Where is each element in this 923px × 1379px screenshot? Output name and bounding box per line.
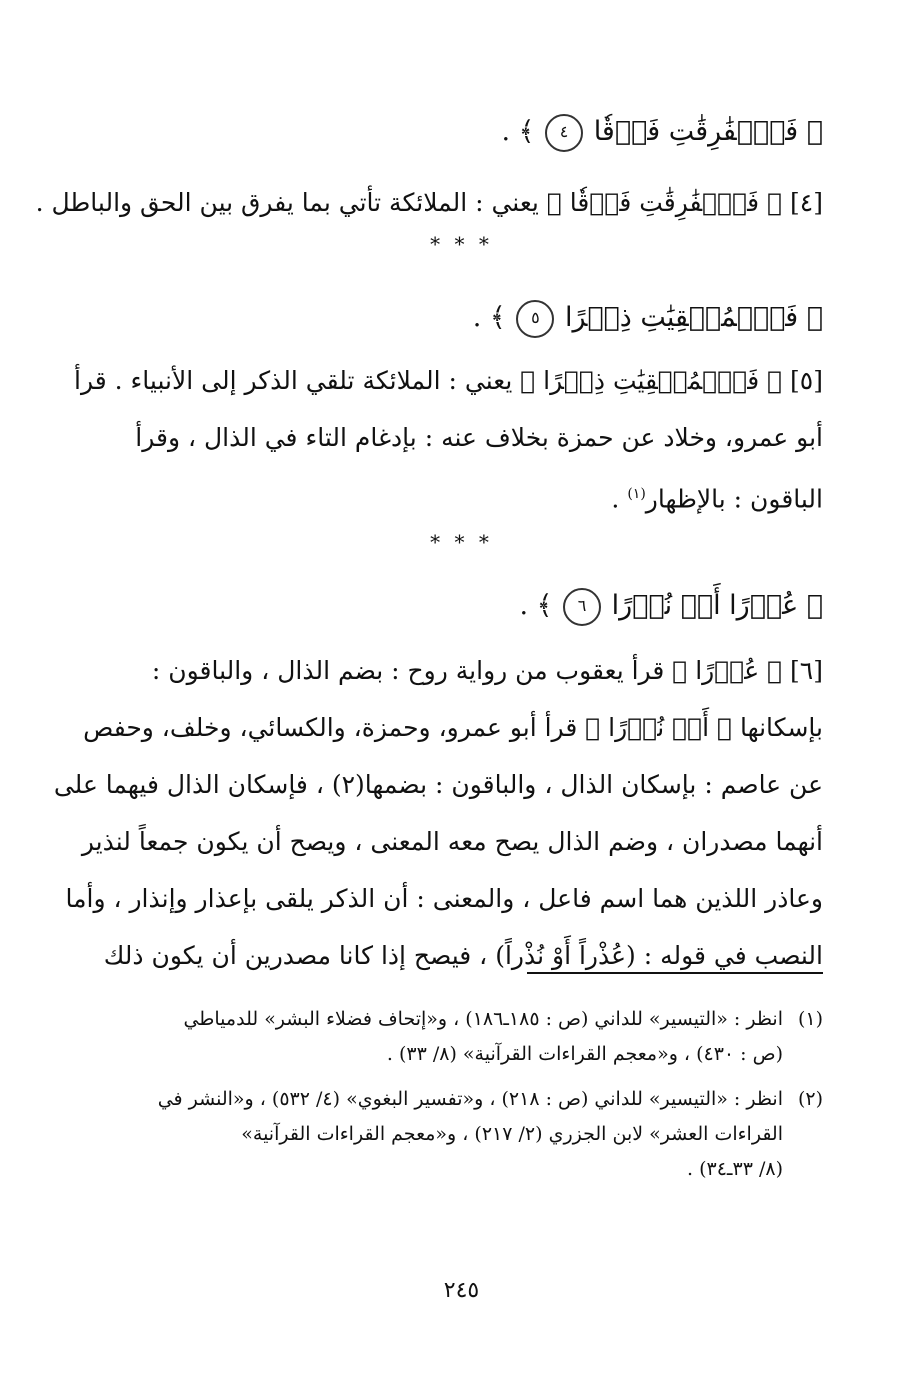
section-separator: * * * <box>430 530 493 554</box>
footnote-line <box>100 1002 823 1037</box>
verse-closing: ﴾ . <box>472 302 506 333</box>
footnote-divider <box>527 972 823 974</box>
verse-5 <box>100 298 823 338</box>
commentary-line: النصب في قوله : (عُذْراً أَوْ نُذْراً) ، فيصح إذا كانا مصدرين أن يكون ذلك <box>103 941 823 970</box>
commentary-line: وعاذر اللذين هما اسم فاعل ، والمعنى : أن الذكر يلقى بإعذار وإنذار ، وأما <box>65 884 823 913</box>
footnote-1 <box>100 1002 823 1072</box>
footnote-2 <box>100 1082 823 1187</box>
footnote-line: القراءات العشر» لابن الجزري (٢/ ٢١٧) ، و«معجم القراءات القرآنية» <box>241 1123 783 1145</box>
commentary-6 <box>53 642 823 984</box>
verse-text: ﴿ فَٱلۡمُلۡقِيَٰتِ ذِكۡرًا <box>564 302 823 333</box>
section-separator: * * * <box>430 232 493 256</box>
commentary-line: [٦] ﴿ عُذۡرًا ﴾ قرأ يعقوب من رواية روح : بضم الذال ، والباقون : <box>151 656 823 685</box>
ayah-number-marker: ٥ <box>516 300 554 338</box>
verse-text: ﴿ عُذۡرًا أَوۡ نُذۡرًا <box>611 590 823 621</box>
commentary-line: عن عاصم : بإسكان الذال ، والباقون : بضمها(٢) ، فإسكان الذال فيهما على <box>53 770 823 799</box>
footnote-ref-1[interactable]: (١) <box>627 486 646 502</box>
verse-4 <box>100 112 823 152</box>
commentary-line: [٤] ﴿ فَٱلۡفَٰرِقَٰتِ فَرۡقٗا ﴾ يعني : الملائكة تأتي بما يفرق بين الحق والباطل . <box>35 188 823 217</box>
footnote-line <box>100 1082 823 1117</box>
commentary-text: الباقون : بالإظهار <box>645 484 823 514</box>
verse-closing: ﴾ . <box>501 116 535 147</box>
commentary-5 <box>74 352 823 527</box>
commentary-4 <box>35 174 823 231</box>
ayah-number-marker: ٦ <box>563 588 601 626</box>
footnote-line: (٨/ ٣٣ـ٣٤) . <box>686 1158 783 1180</box>
footnote-line: (ص : ٤٣٠) ، و«معجم القراءات القرآنية» (٨/ ٣٣) . <box>386 1043 783 1065</box>
commentary-end: . <box>611 484 628 514</box>
verse-6 <box>100 586 823 626</box>
commentary-line: بإسكانها ﴿ أَوۡ نُذۡرًا ﴾ قرأ أبو عمرو، وحمزة، والكسائي، وخلف، وحفص <box>83 713 823 742</box>
footnote-text: انظر : «التيسير» للداني (ص : ٢١٨) ، و«تفسير البغوي» (٤/ ٥٣٢) ، و«النشر في <box>157 1088 783 1110</box>
verse-closing: ﴾ . <box>519 590 553 621</box>
verse-text: ﴿ فَٱلۡفَٰرِقَٰتِ فَرۡقٗا <box>593 116 823 147</box>
footnote-number: (٢) <box>797 1088 823 1110</box>
commentary-line: أبو عمرو، وخلاد عن حمزة بخلاف عنه : بإدغام التاء في الذال ، وقرأ <box>135 423 823 452</box>
footnote-number: (١) <box>797 1008 823 1030</box>
commentary-line: أنهما مصدران ، وضم الذال يصح معه المعنى ، ويصح أن يكون جمعاً لنذير <box>81 827 823 856</box>
commentary-line-last <box>100 466 823 527</box>
footnote-text: انظر : «التيسير» للداني (ص : ١٨٥ـ١٨٦) ، و«إتحاف فضلاء البشر» للدمياطي <box>183 1008 783 1030</box>
commentary-line: [٥] ﴿ فَٱلۡمُلۡقِيَٰتِ ذِكۡرًا ﴾ يعني : الملائكة تلقي الذكر إلى الأنبياء . قرأ <box>74 366 823 395</box>
ayah-number-marker: ٤ <box>545 114 583 152</box>
page-number: ٢٤٥ <box>443 1278 480 1303</box>
book-page <box>35 0 823 1379</box>
